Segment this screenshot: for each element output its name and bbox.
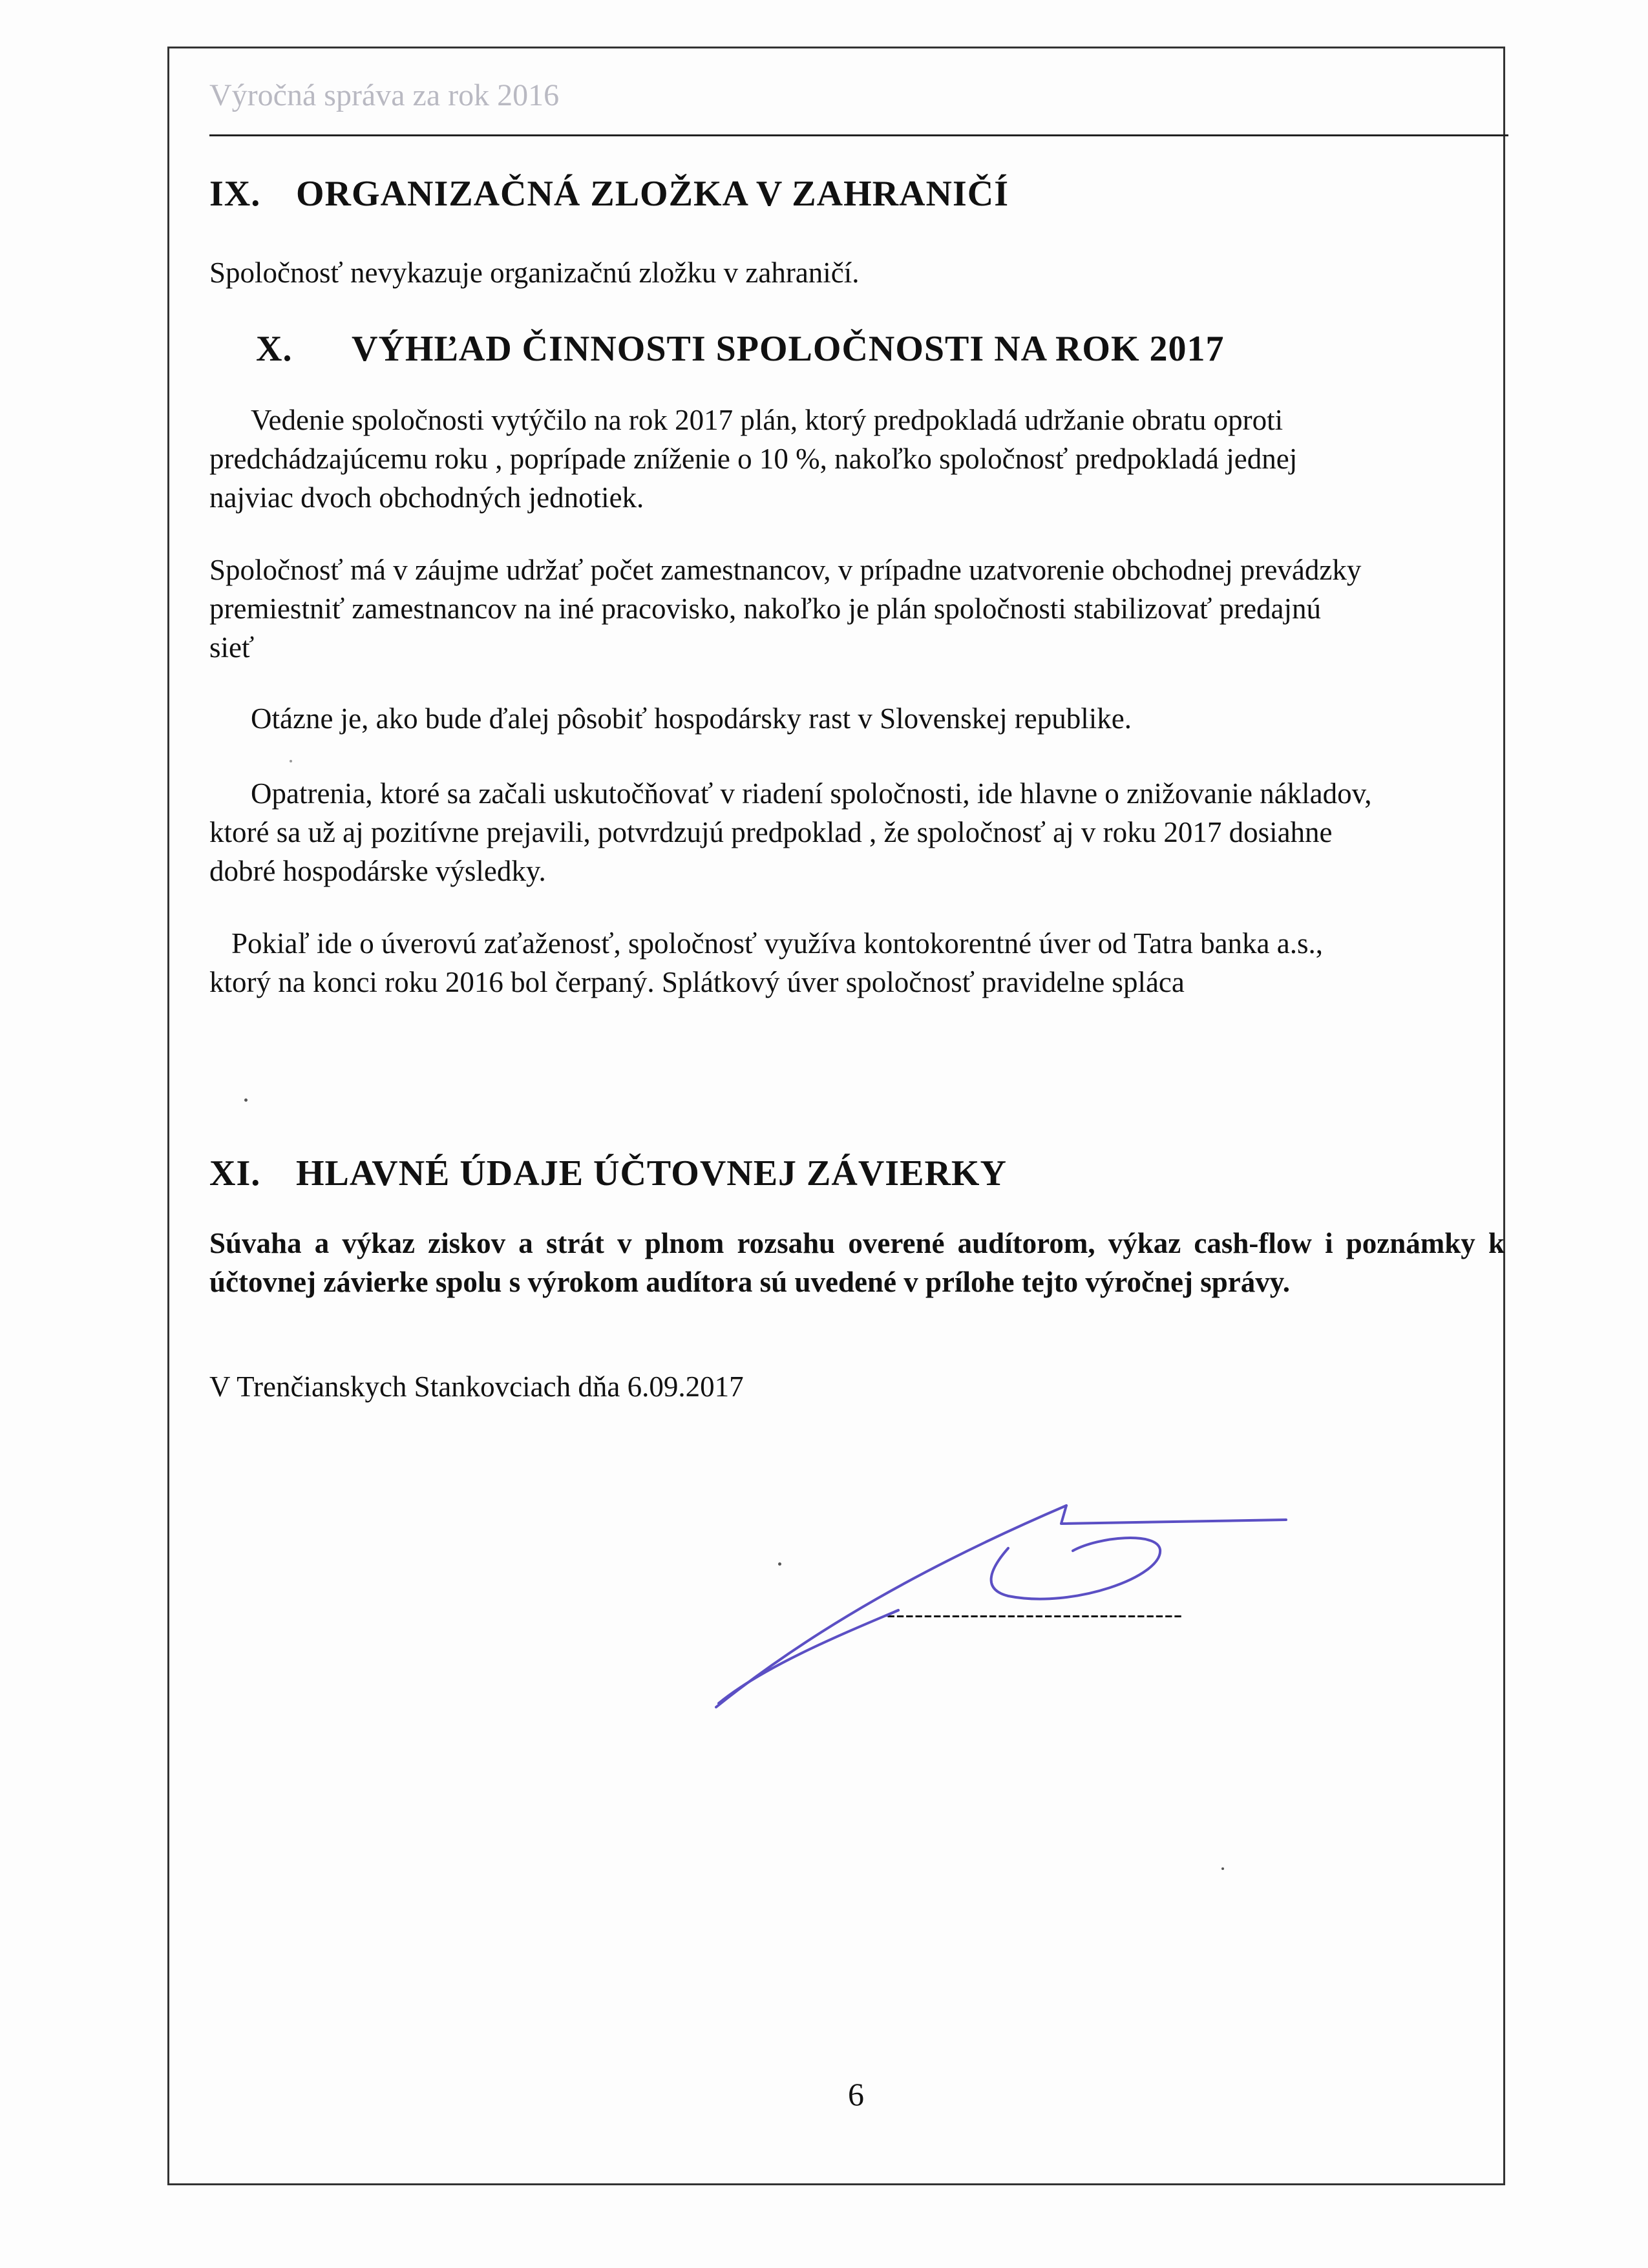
section-x-p2-line-2: premiestniť zamestnancov na iné pracovisko, nakoľko je plán spoločnosti stabilizovať predajnú bbox=[209, 593, 1322, 625]
section-x-p4-line-3: dobré hospodárske výsledky. bbox=[209, 855, 546, 887]
section-ix-text: Spoločnosť nevykazuje organizačnú zložku v zahraničí. bbox=[209, 257, 860, 289]
section-xi-bold-text: Súvaha a výkaz ziskov a strát v plnom rozsahu overené audítorom, výkaz cash-flow i poznámky k účtovnej závierke spolu s výrokom audítora sú uvedené v prílohe tejto výročnej správy. bbox=[209, 1227, 1505, 1298]
place-and-date: V Trenčianskych Stankovciach dňa 6.09.2017 bbox=[209, 1370, 744, 1403]
section-x-p4-line-2: ktoré sa už aj pozitívne prejavili, potvrdzujú predpoklad , že spoločnosť aj v roku 2017 dosiahne bbox=[209, 816, 1333, 848]
running-header: Výročná správa za rok 2016 bbox=[209, 78, 560, 112]
section-x-p1-line-2: predchádzajúcemu roku , poprípade zníženie o 10 %, nakoľko spoločnosť predpokladá jednej bbox=[209, 443, 1298, 475]
section-x-p1-line-1: Vedenie spoločnosti vytýčilo na rok 2017 plán, ktorý predpokladá udržanie obratu oproti bbox=[251, 404, 1284, 436]
page-number: 6 bbox=[848, 2076, 864, 2112]
section-x-p3-line-1: Otázne je, ako bude ďalej pôsobiť hospodársky rast v Slovenskej republike. bbox=[251, 702, 1132, 735]
section-x-p5-line-1: Pokiaľ ide o úverovú zaťaženosť, spoločnosť využíva kontokorentné úver od Tatra banka a.s., bbox=[231, 927, 1324, 960]
section-x-number: X. bbox=[256, 329, 293, 369]
section-x-title: VÝHĽAD ČINNOSTI SPOLOČNOSTI NA ROK 2017 bbox=[352, 329, 1225, 369]
section-ix-title: ORGANIZAČNÁ ZLOŽKA V ZAHRANIČÍ bbox=[296, 174, 1009, 214]
section-x-p2-line-1: Spoločnosť má v záujme udržať počet zamestnancov, v prípadne uzatvorenie obchodnej prevádzky bbox=[209, 554, 1362, 586]
section-xi-number: XI. bbox=[209, 1153, 261, 1193]
section-x-p5-line-2: ktorý na konci roku 2016 bol čerpaný. Splátkový úver spoločnosť pravidelne spláca bbox=[209, 966, 1185, 998]
section-x-p4-line-1: Opatrenia, ktoré sa začali uskutočňovať v riadení spoločnosti, ide hlavne o znižovanie nákladov, bbox=[251, 777, 1372, 810]
signature-line: -------------------------------- bbox=[887, 1599, 1183, 1628]
section-ix-number: IX. bbox=[209, 174, 261, 214]
section-xi-title: HLAVNÉ ÚDAJE ÚČTOVNEJ ZÁVIERKY bbox=[296, 1153, 1007, 1193]
section-x-p2-line-3: sieť bbox=[209, 631, 255, 664]
section-x-p1-line-3: najviac dvoch obchodných jednotiek. bbox=[209, 481, 644, 514]
